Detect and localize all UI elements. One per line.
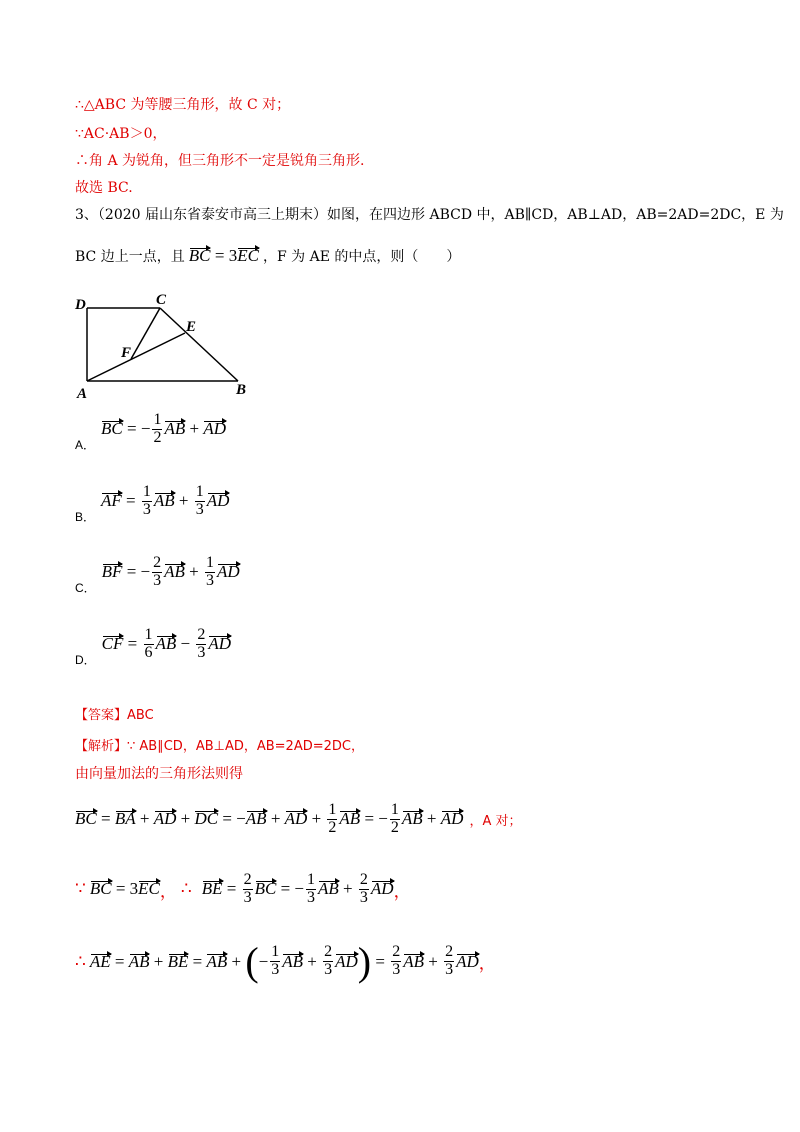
question-text-2b: ，F 为 AE 的中点，则（ ）	[262, 249, 461, 265]
quadrilateral-figure	[70, 290, 260, 405]
analysis-formula-2: ∵ BC = 3 EC ， ∴ BE = $\frac{2}{3}$ BC = − $\frac{1}{3}$ AB + $\frac{2}{3}$ AD ，	[75, 871, 411, 906]
question-text-1: 如图，在四边形 ABCD 中，AB∥CD，AB⊥AD，AB=2AD=2DC，E 为	[327, 207, 784, 223]
a-ok-note: ，A 对；	[469, 813, 522, 829]
question-text-2a: BC 边上一点，且	[75, 249, 185, 265]
question-source: （2020 届山东省泰安市高三上期末）	[97, 207, 328, 223]
label-E: E	[186, 319, 197, 335]
solution-line-3: ∴角 A 为锐角，但三角形不一定是锐角三角形.	[75, 153, 365, 169]
analysis-condition: ∵ AB∥CD，AB⊥AD，AB=2AD=2DC，	[127, 739, 364, 754]
solution-line-4: 故选 BC.	[75, 180, 133, 196]
label-F: F	[121, 345, 132, 361]
option-b-formula: AF = $\frac{1}{3}$ AB + $\frac{1}{3}$ AD	[101, 483, 230, 518]
label-D: D	[75, 297, 86, 313]
option-d-formula: CF = $\frac{1}{6}$ AB − $\frac{2}{3}$ AD	[101, 626, 232, 661]
answer-label: 【答案】	[75, 708, 128, 723]
analysis-formula-1: BC = BA + AD + DC = − AB + AD + $\frac{1}{2}$ AB = − $\frac{1}{2}$ AB + AD ，A 对；	[75, 801, 522, 836]
question-number: 3、	[75, 207, 98, 223]
comma-1: ，	[159, 881, 177, 901]
question-line-1	[75, 204, 784, 224]
condition-formula: BC = 3EC	[188, 246, 259, 265]
analysis-label: 【解析】	[75, 739, 128, 754]
option-c-label: C．	[75, 580, 96, 595]
option-b	[75, 484, 229, 527]
option-c	[75, 555, 240, 598]
option-a-formula: BC = − $\frac{1}{2}$ AB + AD	[101, 411, 226, 446]
option-a	[75, 412, 226, 455]
analysis-rule: 由向量加法的三角形法则得	[75, 766, 243, 782]
analysis-formula-3: ∴ AE = AB + BE = AB + ( − $\frac{1}{3}$ AB + $\frac{2}{3}$ AD ) = $\frac{2}{3}$ AB + $\frac{2}{3}$ AD ，	[75, 939, 496, 984]
question-line-2	[75, 246, 460, 266]
because-symbol: ∵	[75, 879, 86, 899]
comma-2: ，	[393, 881, 411, 901]
option-b-label: B．	[75, 509, 96, 524]
option-d	[75, 627, 231, 670]
therefore-symbol-2: ∴	[75, 951, 86, 971]
option-c-formula: BF = − $\frac{2}{3}$ AB + $\frac{1}{3}$ AD	[101, 554, 240, 589]
analysis-line-1	[75, 735, 364, 754]
comma-3: ，	[478, 954, 496, 973]
label-B: B	[236, 382, 247, 398]
answer-line	[75, 704, 154, 723]
solution-line-1: ∴△ABC 为等腰三角形，故 C 对；	[75, 97, 291, 113]
label-C: C	[156, 292, 167, 308]
option-d-label: D．	[75, 652, 96, 667]
option-a-label: A．	[75, 437, 96, 452]
answer-value: ABC	[127, 708, 154, 723]
solution-line-2: ∵AC·AB＞0，	[75, 126, 167, 142]
therefore-symbol-1: ∴	[180, 879, 192, 899]
label-A: A	[77, 386, 88, 402]
